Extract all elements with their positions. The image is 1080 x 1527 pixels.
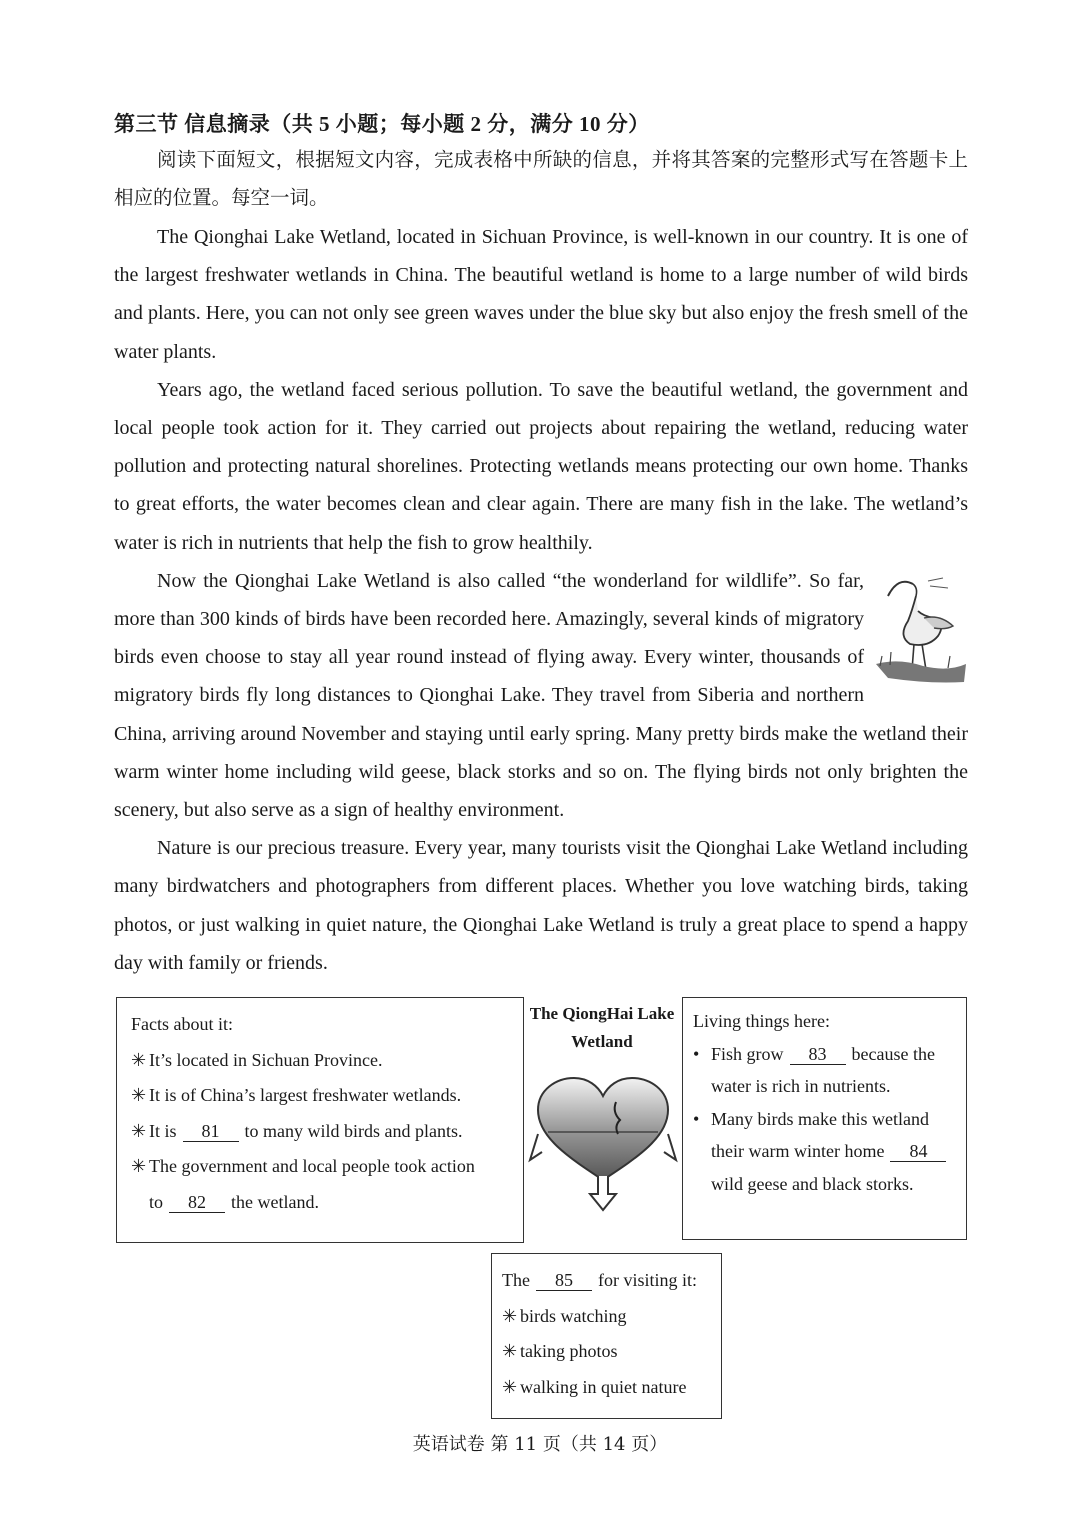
round-bullet-icon: • [693,1043,700,1064]
page-footer: 英语试卷 第 11 页（共 14 页） [412,1434,668,1455]
living-2-pre: their warm winter home [711,1141,885,1161]
living-heading: Living things here: [693,1011,830,1031]
visit-item-1: birds watching [520,1305,627,1326]
living-1-line2: water is rich in nutrients. [711,1076,891,1096]
blank-82[interactable]: 82 [169,1192,225,1213]
star-bullet-icon: ✳ [502,1341,518,1361]
fact-3-pre: It is [149,1120,177,1141]
blank-81[interactable]: 81 [183,1121,239,1142]
instruction-text [114,141,968,217]
fact-4-pre: to [149,1191,164,1212]
passage-paragraph-2: Years ago, the wetland faced serious pollution. To save the beautiful wetland, the government and local people took action for it. They carried out projects about repairing the wetland, reducing water pollution and protecting natural shorelines. Protecting wetlands means protecting our own home. Thanks to great efforts, the water becomes clean and clear again. There are many fish in the lake. The wetland’s water is rich in nutrients that help the fish to grow healthily. [114,378,968,554]
living-things-box [682,997,967,1240]
star-bullet-icon: ✳ [131,1120,147,1141]
star-bullet-icon: ✳ [131,1156,147,1176]
visiting-box [491,1253,722,1419]
fact-3-post: to many wild birds and plants. [244,1120,463,1141]
round-bullet-icon: • [693,1108,700,1129]
facts-heading: Facts about it: [131,1014,233,1034]
heart-illustration [528,1072,678,1212]
passage-paragraph-3: Now the Qionghai Lake Wetland is also called “the wonderland for wildlife”. So far, more than 300 kinds of birds have been recorded here. Amazingly, several kinds of migratory birds even choose to stay all year round instead of flying away. Every winter, thousands of migratory birds fly long distances to Qionghai Lake. They travel from Siberia and northern China, arriving around November and staying until early spring. Many pretty birds make the wetland their warm winter home including wild geese, black storks and so on. The flying birds not only brighten the scenery, but also serve as a sign of healthy environment. [114,569,968,822]
visit-item-2: taking photos [520,1341,618,1361]
fact-2: It is of China’s largest freshwater wetlands. [149,1085,462,1105]
diagram-title: The QiongHai Lake Wetland [529,1004,675,1051]
visiting-post: for visiting it: [597,1270,697,1290]
star-bullet-icon: ✳ [502,1376,518,1397]
star-bullet-icon: ✳ [502,1305,518,1326]
bird-illustration [868,566,968,684]
fact-1: It’s located in Sichuan Province. [149,1049,383,1070]
section-title: 第三节 信息摘录（共 5 小题；每小题 2 分，满分 10 分） [114,112,650,136]
passage-paragraph-1: The Qionghai Lake Wetland, located in Sichuan Province, is well-known in our country. It is one of the largest freshwater wetlands in China. The beautiful wetland is home to a large number of wild birds and plants. Here, you can not only see green waves under the blue sky but also enjoy the fresh smell of the water plants. [114,226,968,363]
instruction-paragraph: 阅读下面短文，根据短文内容，完成表格中所缺的信息，并将其答案的完整形式写在答题卡上相应的位置。每空一词。 [114,148,968,210]
passage-paragraph-3-wrap [114,562,968,829]
visiting-pre: The [502,1270,530,1290]
living-2-line1: Many birds make this wetland [711,1108,929,1129]
living-1-post: because the [851,1043,935,1064]
fact-4-post: the wetland. [231,1191,319,1212]
blank-84[interactable]: 84 [890,1141,946,1162]
reading-passage [114,218,968,982]
blank-83[interactable]: 83 [790,1044,846,1065]
blank-85[interactable]: 85 [536,1270,592,1291]
visit-item-3: walking in quiet nature [520,1376,687,1397]
living-1-pre: Fish grow [711,1043,784,1064]
living-2-line3: wild geese and black storks. [711,1173,914,1194]
facts-box [116,997,524,1243]
passage-paragraph-4: Nature is our precious treasure. Every year, many tourists visit the Qionghai Lake Wetland including many birdwatchers and photographers from different places. Whether you love watching birds, taking photos, or just walking in quiet nature, the Qionghai Lake Wetland is truly a great place to spend a happy day with family or friends. [114,837,968,974]
star-bullet-icon: ✳ [131,1049,147,1070]
star-bullet-icon: ✳ [131,1085,147,1105]
fact-4-line1: The government and local people took action [149,1156,475,1176]
